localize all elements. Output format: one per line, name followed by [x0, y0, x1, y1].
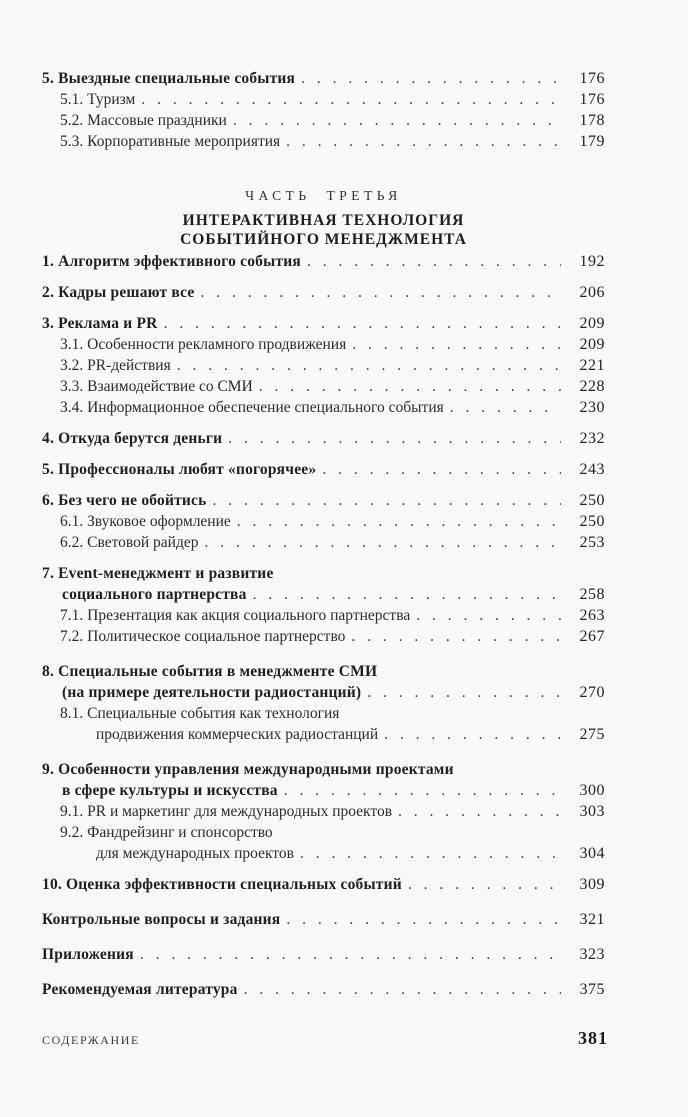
dot-leader — [408, 874, 561, 895]
toc-entry-label: 3.3. Взаимодействие со СМИ — [60, 378, 253, 395]
toc-page-number: 258 — [579, 586, 605, 603]
toc-page-number: 275 — [579, 726, 605, 743]
dot-leader — [140, 944, 561, 965]
toc-page-number: 250 — [579, 492, 605, 509]
toc-entry-label: 9.2. Фандрейзинг и спонсорство — [60, 824, 273, 841]
toc-entry-line — [42, 874, 605, 895]
toc-entry — [42, 909, 605, 930]
toc-entry — [42, 376, 605, 397]
toc-entry-line — [42, 490, 605, 511]
toc-entry-line — [42, 532, 605, 553]
toc-entry — [42, 490, 605, 511]
toc-entry-line — [42, 605, 605, 626]
toc-entry — [42, 282, 605, 303]
toc-entry-label: 9. Особенности управления международными проектами — [42, 761, 454, 778]
toc-page-number: 304 — [579, 845, 605, 862]
dot-leader — [233, 110, 561, 131]
dot-leader — [398, 801, 561, 822]
toc-page-number: 176 — [579, 70, 605, 87]
dot-leader — [141, 89, 561, 110]
toc-entry-label: социального партнерства — [62, 586, 247, 603]
toc-entry-line — [42, 313, 605, 334]
toc-entry-line — [42, 282, 605, 303]
toc-page-number: 209 — [579, 315, 605, 332]
toc-entry-line — [42, 822, 605, 843]
toc-page-number: 176 — [579, 91, 605, 108]
toc-page-number: 263 — [579, 607, 605, 624]
toc-page-number: 250 — [579, 513, 605, 530]
toc-entry-line — [42, 563, 605, 584]
toc-entry-label: 10. Оценка эффективности специальных событий — [42, 876, 402, 893]
part-kicker: ЧАСТЬ ТРЕТЬЯ — [245, 188, 402, 203]
toc-entry-line — [42, 626, 605, 647]
toc-entry — [42, 801, 605, 822]
toc-page-number: 228 — [579, 378, 605, 395]
toc-entry-label: 7.2. Политическое социальное партнерство — [60, 628, 346, 645]
dot-leader — [322, 459, 561, 480]
toc-entry — [42, 397, 605, 418]
toc-entry-label: 8. Специальные события в менеджменте СМИ — [42, 663, 378, 680]
toc-entry-line — [42, 759, 605, 780]
toc-page-number: 270 — [579, 684, 605, 701]
toc-entry — [42, 89, 605, 110]
dot-leader — [367, 682, 561, 703]
toc-page-number: 206 — [579, 284, 605, 301]
page-footer — [42, 1028, 608, 1049]
toc-page-number: 375 — [579, 981, 605, 998]
toc-entry-label: 3.2. PR-действия — [60, 357, 171, 374]
dot-leader — [450, 397, 561, 418]
toc-entry — [42, 874, 605, 895]
toc-page-number: 178 — [579, 112, 605, 129]
toc-entry — [42, 511, 605, 532]
toc-entry — [42, 428, 605, 449]
toc-entry-line — [42, 979, 605, 1000]
toc-entry — [42, 313, 605, 334]
toc-page-number: 321 — [579, 911, 605, 928]
toc-entry — [42, 355, 605, 376]
toc-entry-line — [42, 131, 605, 152]
toc-entry-line — [42, 89, 605, 110]
toc-entry-label: 5.3. Корпоративные мероприятия — [60, 133, 281, 150]
toc-entry — [42, 563, 605, 605]
toc-entry-line — [42, 801, 605, 822]
toc-entry — [42, 944, 605, 965]
toc-entry-label: 3. Реклама и PR — [42, 315, 158, 332]
dot-leader — [352, 334, 561, 355]
toc-page-number: 232 — [579, 430, 605, 447]
dot-leader — [213, 490, 561, 511]
toc-entry-label: 5.1. Туризм — [60, 91, 136, 108]
toc-entry-line — [42, 724, 605, 745]
toc-entry-line — [42, 428, 605, 449]
toc-entry-line — [42, 251, 605, 272]
toc-entry — [42, 110, 605, 131]
dot-leader — [416, 605, 561, 626]
dot-leader — [307, 251, 561, 272]
toc-top-section — [42, 68, 605, 152]
toc-page-number: 192 — [579, 253, 605, 270]
toc-entry-label: 1. Алгоритм эффективного события — [42, 253, 301, 270]
toc-entry-label: Контрольные вопросы и задания — [42, 911, 281, 928]
toc-entry-line — [42, 68, 605, 89]
toc-entry-label: 8.1. Специальные события как технология — [60, 705, 340, 722]
toc-entry-label: 2. Кадры решают все — [42, 284, 195, 301]
dot-leader — [237, 511, 561, 532]
toc-entry-line — [42, 334, 605, 355]
toc-entry-label: 5.2. Массовые праздники — [60, 112, 227, 129]
toc-entry — [42, 703, 605, 745]
toc-entry — [42, 822, 605, 864]
dot-leader — [286, 131, 561, 152]
toc-entry-line — [42, 355, 605, 376]
toc-page-number: 253 — [579, 534, 605, 551]
toc-page-number: 209 — [579, 336, 605, 353]
toc-entry-label: Рекомендуемая литература — [42, 981, 238, 998]
part-title — [42, 211, 605, 249]
toc-entry-line — [42, 110, 605, 131]
toc-entry — [42, 532, 605, 553]
toc-entry-line — [42, 780, 605, 801]
toc-page-number: 243 — [579, 461, 605, 478]
toc-page-number: 300 — [579, 782, 605, 799]
dot-leader — [164, 313, 561, 334]
toc-entry-line — [42, 661, 605, 682]
toc-entry-label: 3.4. Информационное обеспечение специального события — [60, 399, 444, 416]
dot-leader — [259, 376, 561, 397]
dot-leader — [244, 979, 561, 1000]
part-header — [42, 188, 605, 249]
toc-entry-line — [42, 843, 605, 864]
dot-leader — [201, 282, 562, 303]
toc-entry-label: 6.1. Звуковое оформление — [60, 513, 231, 530]
toc-entry-label: для международных проектов — [96, 845, 294, 862]
toc-main-section — [42, 251, 605, 1000]
part-title-line-2: СОБЫТИЙНОГО МЕНЕДЖМЕНТА — [180, 231, 467, 248]
dot-leader — [177, 355, 561, 376]
toc-entry-line — [42, 459, 605, 480]
toc-entry-line — [42, 682, 605, 703]
toc-entry — [42, 661, 605, 703]
toc-entry — [42, 605, 605, 626]
toc-entry-label: 9.1. PR и маркетинг для международных проектов — [60, 803, 393, 820]
toc-entry-label: 7. Event-менеджмент и развитие — [42, 565, 274, 582]
toc-page-number: 323 — [579, 946, 605, 963]
part-title-line-1: ИНТЕРАКТИВНАЯ ТЕХНОЛОГИЯ — [182, 212, 465, 229]
toc-page-number: 309 — [579, 876, 605, 893]
toc-entry-line — [42, 376, 605, 397]
running-title: СОДЕРЖАНИЕ — [42, 1033, 140, 1047]
toc-entry-line — [42, 944, 605, 965]
toc-entry-label: 4. Откуда берутся деньги — [42, 430, 223, 447]
toc-entry-label: 6.2. Световой райдер — [60, 534, 199, 551]
toc-page-number: 230 — [579, 399, 605, 416]
dot-leader — [286, 909, 561, 930]
toc-entry — [42, 131, 605, 152]
toc-page-number: 267 — [579, 628, 605, 645]
dot-leader — [301, 68, 561, 89]
toc-entry-label: Приложения — [42, 946, 134, 963]
toc-entry-label: 5. Профессионалы любят «погорячее» — [42, 461, 317, 478]
toc-entry-label: 5. Выездные специальные события — [42, 70, 296, 87]
toc-entry-line — [42, 511, 605, 532]
toc-entry-line — [42, 584, 605, 605]
toc-entry — [42, 626, 605, 647]
dot-leader — [351, 626, 561, 647]
dot-leader — [204, 532, 561, 553]
toc-page-number: 179 — [579, 133, 605, 150]
toc-entry-label: (на примере деятельности радиостанций) — [62, 684, 362, 701]
toc-entry — [42, 251, 605, 272]
toc-entry-line — [42, 703, 605, 724]
toc-entry — [42, 979, 605, 1000]
toc-entry — [42, 68, 605, 89]
toc-entry-label: 7.1. Презентация как акция социального партнерства — [60, 607, 411, 624]
dot-leader — [253, 584, 561, 605]
dot-leader — [228, 428, 561, 449]
toc-entry-label: в сфере культуры и искусства — [62, 782, 278, 799]
toc-page-number: 221 — [579, 357, 605, 374]
dot-leader — [284, 780, 561, 801]
folio-page-number: 381 — [578, 1028, 608, 1048]
toc-entry-label: продвижения коммерческих радиостанций — [96, 726, 379, 743]
toc-entry-line — [42, 397, 605, 418]
dot-leader — [384, 724, 561, 745]
toc-entry — [42, 759, 605, 801]
toc-entry-label: 6. Без чего не обойтись — [42, 492, 207, 509]
toc-entry — [42, 459, 605, 480]
toc-entry-label: 3.1. Особенности рекламного продвижения — [60, 336, 347, 353]
toc-entry — [42, 334, 605, 355]
toc-entry-line — [42, 909, 605, 930]
dot-leader — [300, 843, 561, 864]
toc-page-number: 303 — [579, 803, 605, 820]
